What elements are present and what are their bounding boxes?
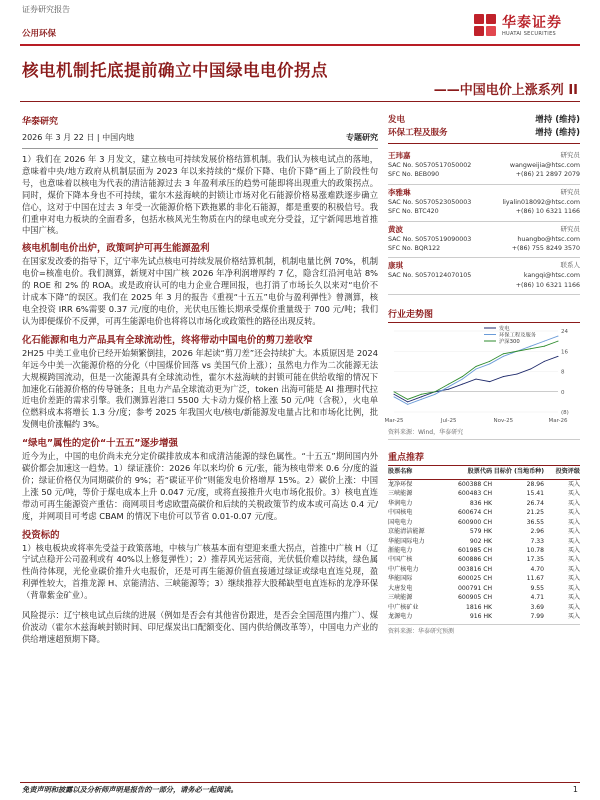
y-tick-label: 16 (561, 349, 568, 356)
data-point (462, 379, 463, 380)
table-cell: 36.55 (526, 518, 545, 526)
table-row (388, 499, 580, 508)
analyst-phone: +(86) 10 6321 1166 (515, 281, 580, 289)
table-cell: 916 HK (469, 613, 493, 621)
x-tick-label: Mar-25 (384, 418, 404, 425)
data-point (530, 369, 531, 370)
table-row (388, 584, 580, 593)
series-line (394, 336, 558, 404)
analyst-name: 李雅琳 (388, 187, 411, 197)
y-tick-label: 8 (561, 369, 565, 376)
table-cell: 1816 HK (466, 603, 493, 611)
rating-row (388, 114, 580, 127)
stock-table-header (388, 468, 580, 479)
table-cell: 中广核电力 (388, 565, 419, 573)
analyst-name: 黄波 (388, 224, 403, 234)
data-point (517, 374, 518, 375)
doc-type: 证券研究报告 (22, 5, 70, 14)
col-header: 目标价 (当地币种) (492, 468, 544, 479)
col-header: 股票名称 (388, 468, 442, 479)
analyst-email[interactable]: huangbo@htsc.com (517, 235, 580, 243)
analyst-card (388, 258, 580, 295)
data-point (544, 361, 545, 362)
main-column (22, 114, 378, 646)
table-cell: 买入 (567, 509, 580, 517)
table-cell: 中国核电 (388, 509, 413, 517)
data-point (435, 392, 436, 393)
table-row (388, 565, 580, 574)
series-line (394, 341, 558, 399)
table-cell: 601985 CH (458, 547, 493, 555)
analyst-sfc: SFC No. BQR122 (388, 245, 441, 253)
table-cell: 9.55 (530, 584, 545, 592)
trend-chart-svg (384, 323, 580, 426)
brand-logo (474, 12, 584, 42)
analyst-role: 研究员 (560, 151, 580, 159)
data-point (489, 381, 490, 382)
table-cell: 国电电力 (388, 518, 413, 526)
header-left (22, 4, 82, 41)
side-column (384, 114, 580, 635)
analyst-list (388, 148, 580, 295)
table-cell: 11.67 (526, 575, 545, 583)
table-cell: 浙能电力 (388, 547, 413, 555)
data-point (421, 394, 422, 395)
table-row (388, 537, 580, 546)
analyst-role: 研究员 (560, 224, 580, 233)
data-point (462, 384, 463, 385)
data-point (517, 351, 518, 352)
table-cell: 中广核矿业 (388, 603, 419, 611)
table-cell: 三峡能源 (388, 594, 413, 602)
table-cell: 26.74 (526, 499, 545, 507)
data-point (476, 369, 477, 370)
industry-chart (384, 323, 580, 426)
section-text-2: 2H25 中美工业电价已经开始频繁倒挂，2026 年起读“剪刀差”还会持续扩大。本质原因是 2024 年远今中美一次能源价格的分化（中国煤价回落 vs 美国气价上涨）；虽然电力作为二次能源无法大规模跨国流动，但是一次能源具有全球流动性，霍尔木兹海峡的封锁可能在供给收缩的情况下加速化石能源价格的传导链条；且电力产品全球流动更为广泛，token 出海可能是 AI 推理时代拉近电价差距的需求引擎。我们测算岩港口 5500 大卡动力煤价格上涨 50 元/吨（含税），火电单位燃料成本将增长 1.3 分/度；参考 2025 年我国火电/核电/新能源发电量占比和市场化比例，批发侧电价涨幅约 3%。 (22, 347, 378, 430)
table-cell: 买入 (567, 528, 580, 536)
table-row (388, 508, 580, 517)
meta-rule (22, 148, 378, 149)
data-point (448, 386, 449, 387)
table-row (388, 574, 580, 583)
risk-paragraph: 风险提示：辽宁核电试点后续的进展（例如是否会有其他省份跟进，是否会全国范围内推广）、煤价波动（霍尔木兹海峡封锁时间、印尼煤炭出口配额变化、国内供给侧改革等），中国电力产业的供给增速超预期下降。 (22, 610, 378, 644)
table-cell: 买入 (567, 537, 580, 545)
data-point (558, 336, 559, 337)
section-head-1: 核电机制电价出炉，政策呵护可再生能源盈利 (22, 243, 210, 255)
table-source: 资料来源：华泰研究预测 (388, 624, 580, 635)
x-tick-label: Mar-26 (548, 418, 568, 425)
table-cell: 买入 (567, 575, 580, 583)
table-cell: 三峡能源 (388, 490, 413, 498)
table-cell: 华能国际 (388, 575, 413, 583)
table-cell: 7.99 (530, 613, 545, 621)
data-point (421, 399, 422, 400)
table-cell: 579 HK (469, 528, 493, 536)
chart-title: 行业走势图 (388, 307, 580, 323)
table-row (388, 612, 580, 621)
data-point (503, 354, 504, 355)
data-point (407, 402, 408, 403)
legend-label: 发电 (499, 326, 510, 333)
table-cell: 买入 (567, 499, 580, 507)
org-name: 华泰研究 (22, 117, 59, 127)
title-rule (20, 101, 580, 102)
table-cell: 600674 CH (458, 509, 493, 517)
table-cell: 836 HK (469, 499, 493, 507)
data-point (421, 397, 422, 398)
analyst-sfc: SFC No. BEB090 (388, 171, 440, 179)
data-point (462, 376, 463, 377)
rating-row (388, 127, 580, 140)
table-cell: 华能国际电力 (388, 537, 425, 545)
col-header: 股票代码 (442, 468, 492, 479)
report-subtitle: ——中国电价上涨系列 II (433, 83, 578, 98)
page-number: 1 (572, 785, 578, 794)
analyst-role: 联系人 (560, 261, 580, 270)
table-cell: 中国广核 (388, 556, 413, 564)
analyst-card (388, 185, 580, 222)
table-cell: 买入 (567, 603, 580, 611)
data-point (544, 346, 545, 347)
data-point (530, 346, 531, 347)
analyst-phone: +(86) 10 6321 1166 (515, 208, 580, 216)
table-cell: 4.71 (530, 594, 545, 602)
table-cell: 龙净环保 (388, 480, 413, 488)
table-cell: 华润电力 (388, 499, 413, 507)
table-cell: 2.96 (530, 528, 545, 536)
legend-label: 环保工程及服务 (499, 332, 537, 339)
table-cell: 000791 CH (458, 584, 493, 592)
analyst-email[interactable]: kangqi@htsc.com (523, 272, 580, 280)
data-point (544, 341, 545, 342)
analyst-sac: SAC No. S0570519090003 (388, 235, 472, 243)
table-cell: 龙源电力 (388, 613, 413, 621)
data-point (407, 399, 408, 400)
brand-logo-icon (474, 14, 498, 36)
table-cell: 京能清洁能源 (388, 528, 425, 536)
legend-label: 沪深300 (499, 339, 520, 346)
data-point (489, 364, 490, 365)
section-head-4: 投资标的 (22, 529, 60, 541)
data-point (503, 356, 504, 357)
table-cell: 买入 (567, 518, 580, 526)
meta-line: 2026 年 3 月 22 日 | 中国内地 专题研究 (22, 133, 378, 142)
table-cell: 003816 CH (458, 565, 493, 573)
stock-table-title: 重点推荐 (388, 450, 580, 466)
intro-paragraph: 1）我们在 2026 年 3 月发文，建立核电可持续发展价格结算机制。我们认为核电试点的落地，意味着中央/地方政府从机制层面为 2023 年以来持续的“煤价下降、电价下降”画上了阶段性句号，也意味着以核电为代表的清洁能源过去 3 年盈利承压的趋势可能即将出现重大的政策拐点。同时，煤价下降本身也不可持续，霍尔木兹海峡的封锁让市场对化石能源价格易涨难跌逐步确立信心，这对于中国在过去 3 年受一次能源价格下跌拖累的非化石能源，都是重要的积极信号。我们重申对电力板块的全面看多，包括水核风光生物质在内的绿电或充分受益，辽宁新闻思地首推中国广核。 (22, 154, 378, 236)
table-cell: 买入 (567, 584, 580, 592)
brand-name: 华泰证券 (502, 15, 562, 31)
data-point (407, 404, 408, 405)
top-rule (20, 44, 580, 46)
table-row (388, 593, 580, 602)
data-point (448, 384, 449, 385)
section-text-4: 1）核电板块或将率先受益于政策落地，中核与广核基本面有望迎来重大拐点，首推中广核 H（辽宁试点稳开公司盈利或有 40%以上修复弹性）；2）推荐风光运营商，光伏低价难以持续，绿色属性尚待体现，光伦业碳价推升火电报价，还是可再生能源价值直接通过绿证或绿电直连兑现，盈利弹性较大，首推龙源 H、京能清洁、三峡能源等；3）继续推荐大股稀缺型电直连标的龙净环保（背靠紫金矿业）。 (22, 542, 378, 601)
table-cell: 600905 CH (458, 594, 493, 602)
data-point (448, 389, 449, 390)
data-point (394, 397, 395, 398)
table-cell: 买入 (567, 613, 580, 621)
table-cell: 7.33 (530, 537, 545, 545)
analyst-phone: +(86) 755 8249 3570 (511, 245, 580, 253)
table-cell: 买入 (567, 547, 580, 555)
table-cell: 600483 CH (458, 490, 493, 498)
analyst-sfc: SFC No. BTC420 (388, 208, 439, 216)
analyst-name: 康琪 (388, 261, 403, 271)
table-cell: 买入 (567, 480, 580, 488)
stock-table (388, 468, 580, 621)
chart-source: 资料来源：Wind，华泰研究 (388, 427, 580, 440)
table-row (388, 489, 580, 498)
x-tick-label: Nov-25 (493, 418, 514, 425)
table-row (388, 527, 580, 536)
analyst-sac: SAC No. S0570517050002 (388, 162, 472, 169)
y-tick-label: 24 (561, 329, 568, 336)
table-row (388, 603, 580, 612)
section-text-3: 近今为止，中国的电价尚未充分定价碳排放成本和成清洁能源的绿色属性。“十五五”期间国内外碳价都会加速这一趋势。1）绿证涨价：2026 年以来均价 6 元/张，能为核电带来 0.6 分/度的溢价；绿证价格仅为同期碳价的 9%；若“碳证平价”则能发电价格增厚 15%。2）碳价上涨：中国上涨 50 元/吨，等价于煤电成本上升 0.047 元/度，或将直接推升火电市场化报价。3）核电直连带动可再生能源资产重估：商网项目考虑欧盟高碳价和后续的关税政策节约成本或可高达 0.4 元/度，并网项目可考虑 CBAM 的情况下电价可以节省 0.01-0.07 元/度。 (22, 451, 378, 521)
table-cell: 600388 CH (458, 480, 493, 488)
data-point (476, 366, 477, 367)
data-point (558, 356, 559, 357)
rating-name: 环保工程及服务 (388, 128, 448, 138)
category: 公用环保 (22, 29, 57, 39)
table-cell: 4.70 (530, 565, 545, 573)
data-point (394, 392, 395, 393)
data-point (435, 394, 436, 395)
table-cell: 大唐发电 (388, 584, 413, 592)
data-point (558, 341, 559, 342)
analyst-card (388, 222, 580, 259)
table-cell: 600886 CH (458, 556, 493, 564)
table-cell: 10.78 (526, 547, 545, 555)
y-tick-label: (8) (561, 410, 569, 417)
analyst-name: 王玮嘉 (388, 151, 411, 160)
data-point (394, 394, 395, 395)
table-cell: 28.96 (526, 480, 545, 488)
rating-value: 增持 (维持) (535, 115, 580, 125)
table-cell: 600900 CH (458, 518, 493, 526)
x-tick-label: Jul-25 (440, 418, 457, 425)
data-point (489, 361, 490, 362)
y-tick-label: 0 (561, 390, 565, 396)
report-date: 2026 年 3 月 22 日 (22, 133, 95, 142)
report-tag: 专题研究 (346, 133, 378, 142)
analyst-sac: SAC No. S0570523050003 (388, 198, 472, 206)
analyst-role: 研究员 (560, 187, 580, 196)
table-cell: 17.35 (526, 556, 545, 564)
report-region: 中国内地 (102, 133, 135, 142)
analyst-phone: +(86) 21 2897 2079 (515, 171, 580, 179)
table-row (388, 479, 580, 489)
disclaimer: 免责声明和披露以及分析师声明是报告的一部分，请务必一起阅读。 (22, 785, 238, 794)
table-row (388, 518, 580, 527)
report-title: 核电机制托底提前确立中国绿电电价拐点 (22, 61, 328, 80)
analyst-card (388, 148, 580, 185)
table-cell: 15.41 (526, 490, 545, 498)
table-cell: 3.69 (530, 603, 545, 611)
analyst-sac: SAC No. S0570124070105 (388, 272, 472, 280)
brand-name-en: HUATAI SECURITIES (502, 31, 556, 37)
data-point (503, 376, 504, 377)
rating-name: 发电 (388, 115, 406, 125)
col-header: 投资评级 (544, 468, 580, 479)
table-cell: 买入 (567, 594, 580, 602)
data-point (476, 379, 477, 380)
section-head-3: “绿电”属性的定价“十五五”逐步增强 (22, 438, 178, 450)
analyst-email[interactable]: wangweijia@htsc.com (509, 162, 580, 169)
data-point (530, 348, 531, 349)
rating-value: 增持 (维持) (535, 128, 580, 138)
table-cell: 600025 CH (458, 575, 493, 583)
table-cell: 买入 (567, 565, 580, 573)
table-cell: 买入 (567, 490, 580, 498)
section-text-1: 在国家发改委的指导下，辽宁率先试点核电可持续发展价格结算机制，机制电量比例 70%，机制电价=核准电价。我们测算，新规对中国广核 2026 年净利润增厚约 7 亿，隐含红沿河电站 8% 的 ROE 和 2% 的 ROA。或是政府认可的电力企业合理回报，也打消了市场长久以来对“电价不计成本下降”的误区。我们在 2025 年 3 月的报告《重视“十五五”电价与盈利弹性》曾测算，核电全投资 IRR 6%需要 0.37 元/度的电价，光伏电压锥长期承受煤价重量级于 700 元/吨；我们认为即便煤价不反弹，可再生能源电价也将将以市场化或政策性的路径出现反转。 (22, 256, 378, 326)
table-row (388, 546, 580, 555)
table-cell: 902 HK (469, 537, 493, 545)
section-head-2: 化石能源和电力产品具有全球流动性，终将带动中国电价的剪刀差收窄 (22, 334, 313, 346)
footer-rule (20, 782, 580, 783)
rating-rule (388, 143, 580, 144)
table-row (388, 555, 580, 564)
analyst-email[interactable]: liyalin018092@htsc.com (502, 198, 580, 206)
table-cell: 买入 (567, 556, 580, 564)
table-cell: 21.25 (526, 509, 545, 517)
